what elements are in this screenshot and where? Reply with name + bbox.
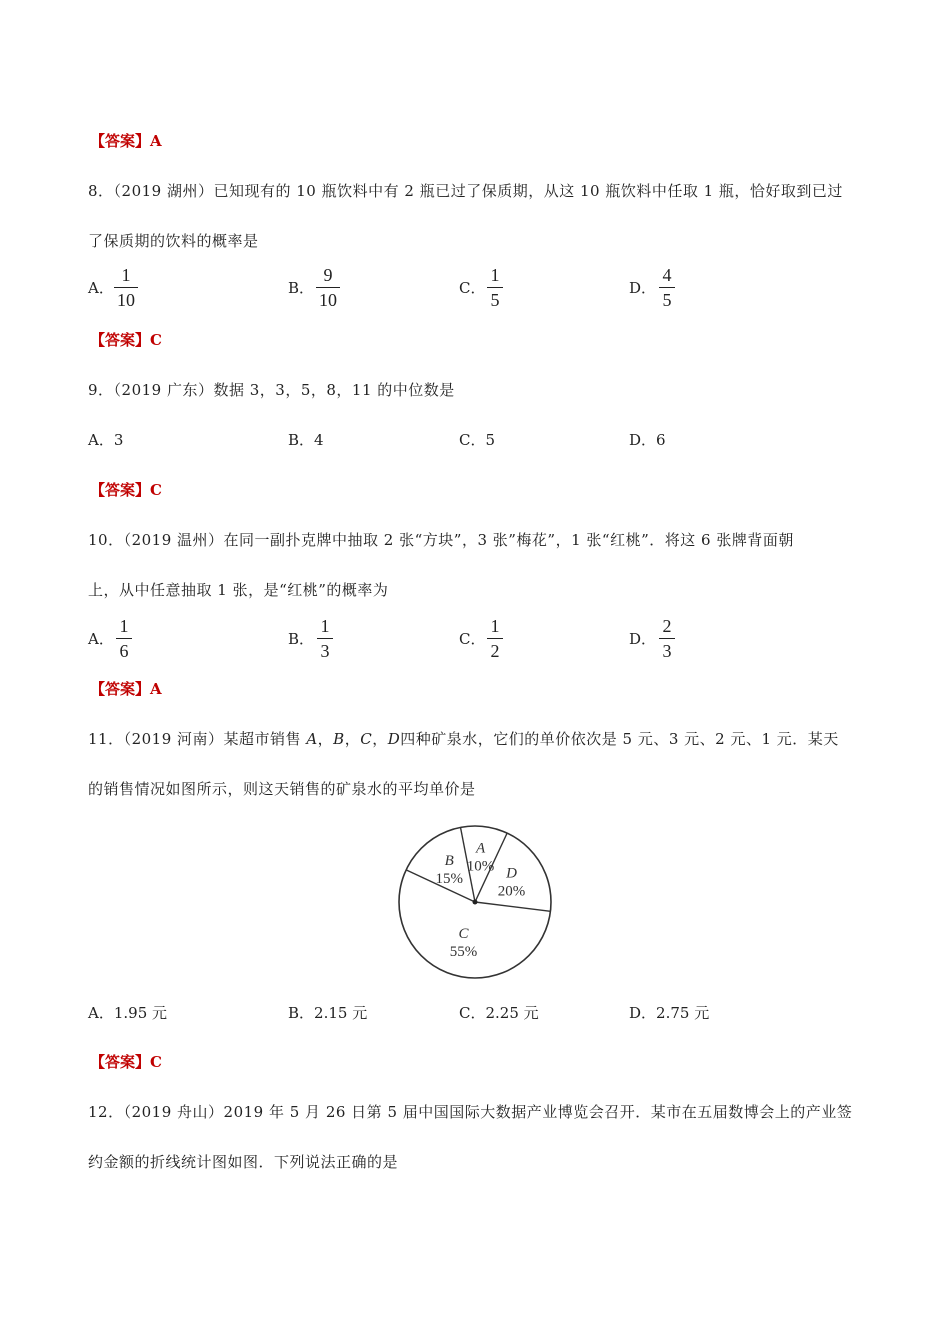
pie-slice-percent-b: 15% xyxy=(435,871,464,888)
pie-slice-name-d: D xyxy=(506,865,517,882)
question-11-text: 11．（2019 河南）某超市销售 A，B，C，D四种矿泉水，它们的单价依次是 5 元、3 元、2 元、1 元．某天 xyxy=(88,730,839,748)
option-c-label: C． xyxy=(459,630,486,648)
question-11-text-cont: 的销售情况如图所示，则这天销售的矿泉水的平均单价是 xyxy=(88,780,476,798)
question-8-text: 8．（2019 湖州）已知现有的 10 瓶饮料中有 2 瓶已过了保质期，从这 10 瓶饮料中任取 1 瓶，恰好取到已过 xyxy=(88,182,843,200)
pie-slice-percent-a: 10% xyxy=(466,858,495,875)
option-a-label: A． xyxy=(88,279,114,297)
answer-label: 【答案】A xyxy=(90,680,162,698)
question-9-text: 9．（2019 广东）数据 3，3，5，8，11 的中位数是 xyxy=(88,381,455,399)
option-d-fraction: 4 5 xyxy=(659,265,675,310)
option-a-fraction: 1 10 xyxy=(114,265,138,310)
option-b: B．4 xyxy=(288,431,324,449)
option-b-fraction: 1 3 xyxy=(317,616,333,661)
answer-label: 【答案】C xyxy=(90,481,162,499)
option-b-label: B． xyxy=(288,630,315,648)
option-b: B．2.15 元 xyxy=(288,1004,368,1022)
pie-center-dot xyxy=(473,900,478,905)
option-b-label: B． xyxy=(288,279,315,297)
question-12-text: 12．（2019 舟山）2019 年 5 月 26 日第 5 届中国国际大数据产业博览会召开．某市在五届数博会上的产业签 xyxy=(88,1103,853,1121)
answer-label: 【答案】A xyxy=(90,132,162,150)
question-10-text: 10．（2019 温州）在同一副扑克牌中抽取 2 张“方块”，3 张”梅花”，1 张“红桃”．将这 6 张牌背面朝 xyxy=(88,531,794,549)
option-d: D．6 xyxy=(629,431,666,449)
option-c-label: C． xyxy=(459,279,486,297)
option-d-label: D． xyxy=(629,279,657,297)
option-c: C．5 xyxy=(459,431,496,449)
option-c-fraction: 1 2 xyxy=(487,616,503,661)
question-10-text-cont: 上，从中任意抽取 1 张，是“红桃”的概率为 xyxy=(88,581,389,599)
pie-slice-percent-d: 20% xyxy=(497,883,526,900)
pie-slice-name-c: C xyxy=(458,926,469,943)
option-d: D．2.75 元 xyxy=(629,1004,710,1022)
option-d-fraction: 2 3 xyxy=(659,616,675,661)
pie-slice-name-b: B xyxy=(444,853,454,870)
pie-chart xyxy=(390,820,560,985)
option-c-fraction: 1 5 xyxy=(487,265,503,310)
question-12-text-cont: 约金额的折线统计图如图．下列说法正确的是 xyxy=(88,1153,399,1171)
option-b-fraction: 9 10 xyxy=(316,265,340,310)
option-a: A．1.95 元 xyxy=(88,1004,167,1022)
option-a-fraction: 1 6 xyxy=(116,616,132,661)
option-a-label: A． xyxy=(88,630,114,648)
pie-slice-percent-c: 55% xyxy=(449,944,478,961)
answer-label: 【答案】C xyxy=(90,331,162,349)
answer-label: 【答案】C xyxy=(90,1053,162,1071)
pie-slice-name-a: A xyxy=(475,840,486,857)
option-d-label: D． xyxy=(629,630,657,648)
question-8-text-cont: 了保质期的饮料的概率是 xyxy=(88,232,259,250)
option-c: C．2.25 元 xyxy=(459,1004,539,1022)
option-a: A．3 xyxy=(88,431,124,449)
